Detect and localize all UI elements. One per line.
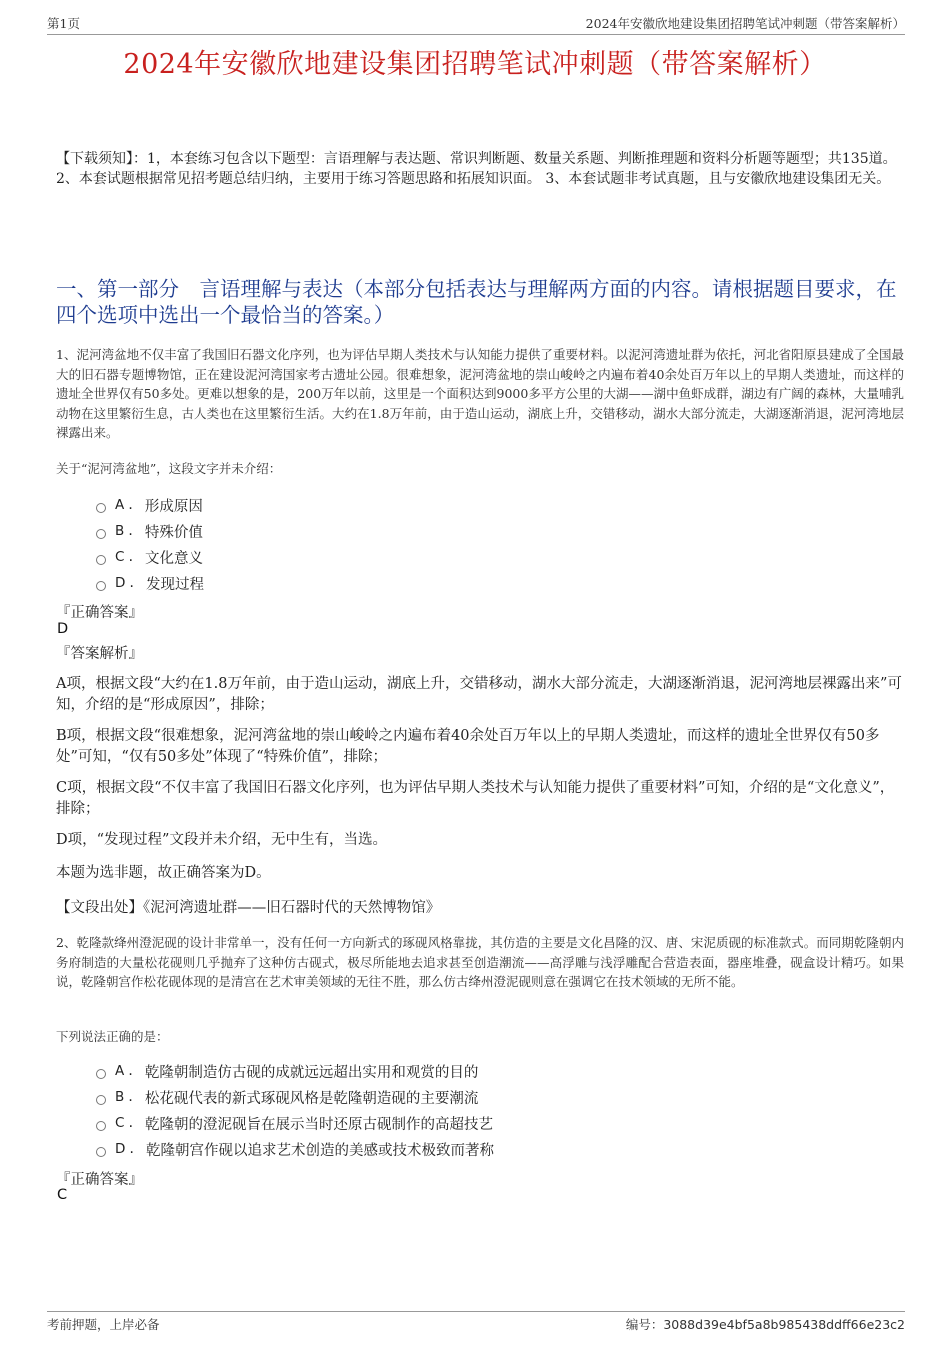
q2-passage: 2、乾隆款绛州澄泥砚的设计非常单一，没有任何一方向新式的琢砚风格靠拢，其仿造的主要是文化昌隆的汉、唐、宋泥质砚的标准款式。而同期乾隆朝内务府制造的大量松花砚则几乎抛弃了这种仿古砚式，极尽所能地去追求甚至创造潮流——高浮雕与浅浮雕配合营造表面，器座堆叠，砚盒设计精巧。如果说，乾隆朝宫作松花砚体现的是清宫在艺术审美领域的无往不胜，那么仿古绛州澄泥砚则意在强调它在技术领域的无所不能。: [56, 935, 904, 989]
option-letter: B: [115, 523, 125, 539]
option-text: 形成原因: [144, 498, 203, 515]
q1-passage: 1、泥河湾盆地不仅丰富了我国旧石器文化序列，也为评估早期人类技术与认知能力提供了重要材料。以泥河湾遗址群为依托，河北省阳原县建成了全国最大的旧石器专题博物馆，正在建设泥河湾国家考古遗址公园。很难想象，泥河湾盆地的崇山峻岭之内遍布着40余处百万年以上的早期人类遗址，而这样的遗址全世界仅有50多处。更难以想象的是，200万年以前，这里是一个面积达到9000多平方公里的大湖——湖中鱼虾成群，湖边有广阔的森林，大量哺乳动物在这里繁衍生息，古人类也在这里繁衍生活。大约在1.8万年前，由于造山运动，湖底上升，交错移动，湖水大部分流走，大湖逐渐消退，泥河湾地层裸露出来。: [56, 347, 904, 440]
page-footer: [47, 1311, 905, 1333]
q1-option-b[interactable]: B . 特殊价值: [96, 518, 896, 544]
q2-option-c[interactable]: C . 乾隆朝的澄泥砚旨在展示当时还原古砚制作的高超技艺: [96, 1110, 896, 1136]
q2-question: 下列说法正确的是：: [56, 1029, 169, 1044]
q2-option-a[interactable]: A . 乾隆朝制造仿古砚的成就远远超出实用和观赏的目的: [96, 1058, 896, 1084]
option-text: 乾隆朝宫作砚以追求艺术创造的美感或技术极致而著称: [146, 1142, 495, 1159]
q1-option-c[interactable]: C . 文化意义: [96, 544, 896, 570]
q1-option-d[interactable]: D . 发现过程: [96, 570, 896, 596]
q1-option-a[interactable]: A . 形成原因: [96, 492, 896, 518]
q2-answer-label: 『正确答案』: [56, 1172, 143, 1188]
option-text: 乾隆朝的澄泥砚旨在展示当时还原古砚制作的高超技艺: [145, 1116, 494, 1133]
q2-answer: C: [57, 1187, 68, 1203]
q1-analysis-b: B项，根据文段“很难想象，泥河湾盆地的崇山峻岭之内遍布着40余处百万年以上的早期人类遗址，而这样的遗址全世界仅有50多处”可知，“仅有50多处”体现了“特殊价值”，排除；: [56, 728, 880, 765]
q1-source: 【文段出处】《泥河湾遗址群——旧石器时代的天然博物馆》: [56, 900, 441, 916]
option-letter: B: [115, 1089, 125, 1105]
q1-analysis-d: D项，“发现过程”文段并未介绍，无中生有，当选。: [56, 832, 387, 848]
page-number: 第1页: [47, 16, 80, 31]
option-letter: C: [115, 1115, 125, 1131]
option-letter: D: [115, 1141, 126, 1157]
radio-icon[interactable]: [96, 1095, 106, 1105]
option-text: 文化意义: [145, 550, 204, 567]
radio-icon[interactable]: [96, 555, 106, 565]
q1-options: [96, 492, 896, 596]
radio-icon[interactable]: [96, 581, 106, 591]
option-text: 乾隆朝制造仿古砚的成就远远超出实用和观赏的目的: [144, 1064, 479, 1081]
option-text: 松花砚代表的新式琢砚风格是乾隆朝造砚的主要潮流: [144, 1090, 479, 1107]
q1-answer-label: 『正确答案』: [56, 605, 143, 621]
footer-code-value: 3088d39e4bf5a8b985438ddff66e23c2: [663, 1317, 905, 1332]
page-header: [47, 14, 905, 35]
document-title: 2024年安徽欣地建设集团招聘笔试冲刺题（带答案解析）: [123, 49, 827, 80]
q1-analysis-c: C项，根据文段“不仅丰富了我国旧石器文化序列，也为评估早期人类技术与认知能力提供了重要材料”可知，介绍的是“文化意义”，排除；: [56, 780, 895, 817]
option-letter: C: [115, 549, 125, 565]
q2-option-d[interactable]: D . 乾隆朝宫作砚以追求艺术创造的美感或技术极致而著称: [96, 1136, 896, 1162]
q1-analysis-conclusion: 本题为选非题，故正确答案为D。: [56, 865, 271, 881]
q2-options: [96, 1058, 896, 1162]
option-text: 发现过程: [146, 576, 205, 593]
option-letter: A: [115, 497, 125, 513]
q1-question: 关于“泥河湾盆地”，这段文字并未介绍：: [56, 461, 282, 476]
q1-answer: D: [57, 621, 69, 637]
radio-icon[interactable]: [96, 503, 106, 513]
q1-analysis-a: A项，根据文段“大约在1.8万年前，由于造山运动，湖底上升，交错移动，湖水大部分流走，大湖逐渐消退，泥河湾地层裸露出来”可知，介绍的是“形成原因”，排除；: [56, 676, 902, 713]
radio-icon[interactable]: [96, 1147, 106, 1157]
q1-analysis-label: 『答案解析』: [56, 646, 143, 662]
q2-option-b[interactable]: B . 松花砚代表的新式琢砚风格是乾隆朝造砚的主要潮流: [96, 1084, 896, 1110]
download-notice: 【下载须知】：1，本套练习包含以下题型：言语理解与表达题、常识判断题、数量关系题、判断推理题和资料分析题等题型；共135道。 2、本套试题根据常见招考题总结归纳，主要用于练习答题思路和拓展知识面。 3、本套试题非考试真题，且与安徽欣地建设集团无关。: [56, 151, 897, 187]
option-text: 特殊价值: [144, 524, 203, 541]
footer-code-label: 编号：: [625, 1317, 664, 1332]
radio-icon[interactable]: [96, 529, 106, 539]
footer-slogan: 考前押题，上岸必备: [47, 1317, 160, 1332]
radio-icon[interactable]: [96, 1069, 106, 1079]
option-letter: A: [115, 1063, 125, 1079]
radio-icon[interactable]: [96, 1121, 106, 1131]
header-doc-title: 2024年安徽欣地建设集团招聘笔试冲刺题（带答案解析）: [585, 16, 905, 31]
option-letter: D: [115, 575, 126, 591]
footer-code: [626, 1315, 905, 1333]
section-heading: 一、第一部分 言语理解与表达（本部分包括表达与理解两方面的内容。请根据题目要求，在四个选项中选出一个最恰当的答案。）: [56, 277, 897, 327]
